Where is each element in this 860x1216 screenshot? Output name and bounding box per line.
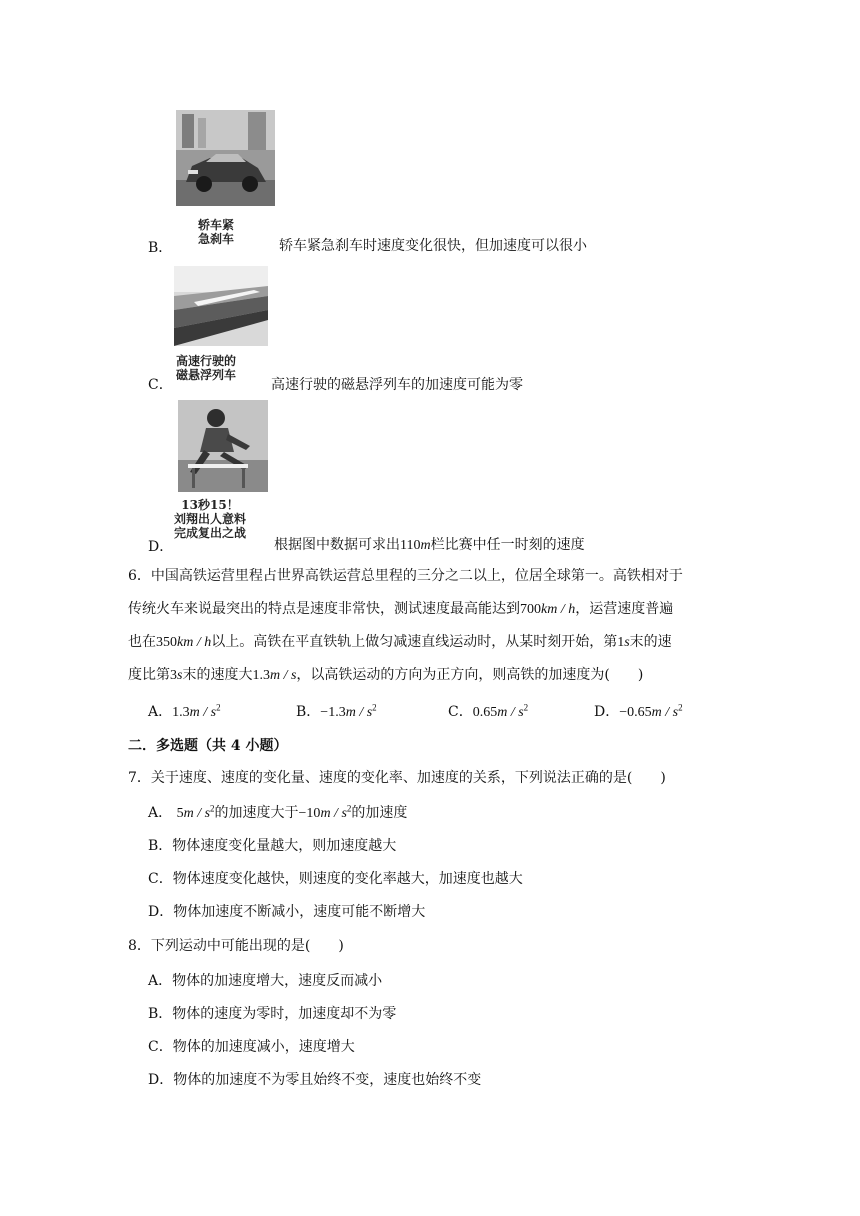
q8-option-d: D．物体的加速度不为零且始终不变，速度也始终不变: [148, 1072, 482, 1088]
maglev-train-image: [174, 266, 268, 346]
q7-stem: 7．关于速度、速度的变化量、速度的变化率、加速度的关系，下列说法正确的是( ): [128, 770, 666, 786]
option-c-letter: C．: [148, 377, 173, 393]
car-braking-image: [176, 110, 275, 206]
q7-option-c: C．物体速度变化越快，则速度的变化率越大，加速度也越大: [148, 871, 523, 887]
q7-option-a: A． $5m / s^2$的加速度大于$-10m / s^2$的加速度: [148, 803, 408, 821]
q8-option-b: B．物体的速度为零时，加速度却不为零: [148, 1006, 397, 1022]
section-heading-multi-choice: 二．多选题（共 4 小题）: [128, 738, 288, 754]
q6-line-1: 6．中国高铁运营里程占世界高铁运营总里程的三分之二以上，位居全球第一。高铁相对于: [128, 568, 683, 584]
q6-line-2: 传统火车来说最突出的特点是速度非常快，测试速度最高能达到700km / h，运营速度普遍: [128, 601, 674, 617]
car-image-caption: 轿车紧 急刹车: [198, 218, 235, 246]
car-photo-illustration: [176, 110, 275, 206]
q7-option-d: D．物体加速度不断减小，速度可能不断增大: [148, 904, 426, 920]
option-c-text: 高速行驶的磁悬浮列车的加速度可能为零: [271, 377, 523, 393]
q6-option-c: C．$0.65m / s^2$: [448, 702, 529, 720]
option-d-letter: D．: [148, 539, 174, 555]
q8-option-a: A．物体的加速度增大，速度反而减小: [148, 973, 383, 989]
q6-line-3: 也在350km / h以上。高铁在平直铁轨上做匀减速直线运动时，从某时刻开始，第1s末的速: [128, 634, 672, 650]
q6-option-d: D．$-0.65m / s^2$: [594, 702, 683, 720]
q8-stem: 8．下列运动中可能出现的是( ): [128, 938, 344, 954]
maglev-image-caption: 高速行驶的 磁悬浮列车: [176, 354, 237, 382]
option-b-text: 轿车紧急刹车时速度变化很快，但加速度可以很小: [279, 238, 587, 254]
q6-option-a: A．$1.3m / s^2$: [148, 702, 221, 720]
q6-line-4: 度比第3s末的速度大1.3m / s，以高铁运动的方向为正方向，则高铁的加速度为( ): [128, 667, 644, 683]
option-b-letter: B．: [148, 240, 173, 256]
q7-option-b: B．物体速度变化量越大，则加速度越大: [148, 838, 397, 854]
q8-option-c: C．物体的加速度减小，速度增大: [148, 1039, 355, 1055]
hurdler-image-caption: 13秒15！ 刘翔出人意料 完成复出之战: [174, 498, 247, 540]
q6-option-b: B．$-1.3m / s^2$: [296, 702, 377, 720]
maglev-photo-illustration: [174, 266, 268, 346]
hurdler-image: [178, 400, 268, 492]
hurdler-photo-illustration: [178, 400, 268, 492]
option-d-text: 根据图中数据可求出110m栏比赛中任一时刻的速度: [274, 537, 585, 553]
